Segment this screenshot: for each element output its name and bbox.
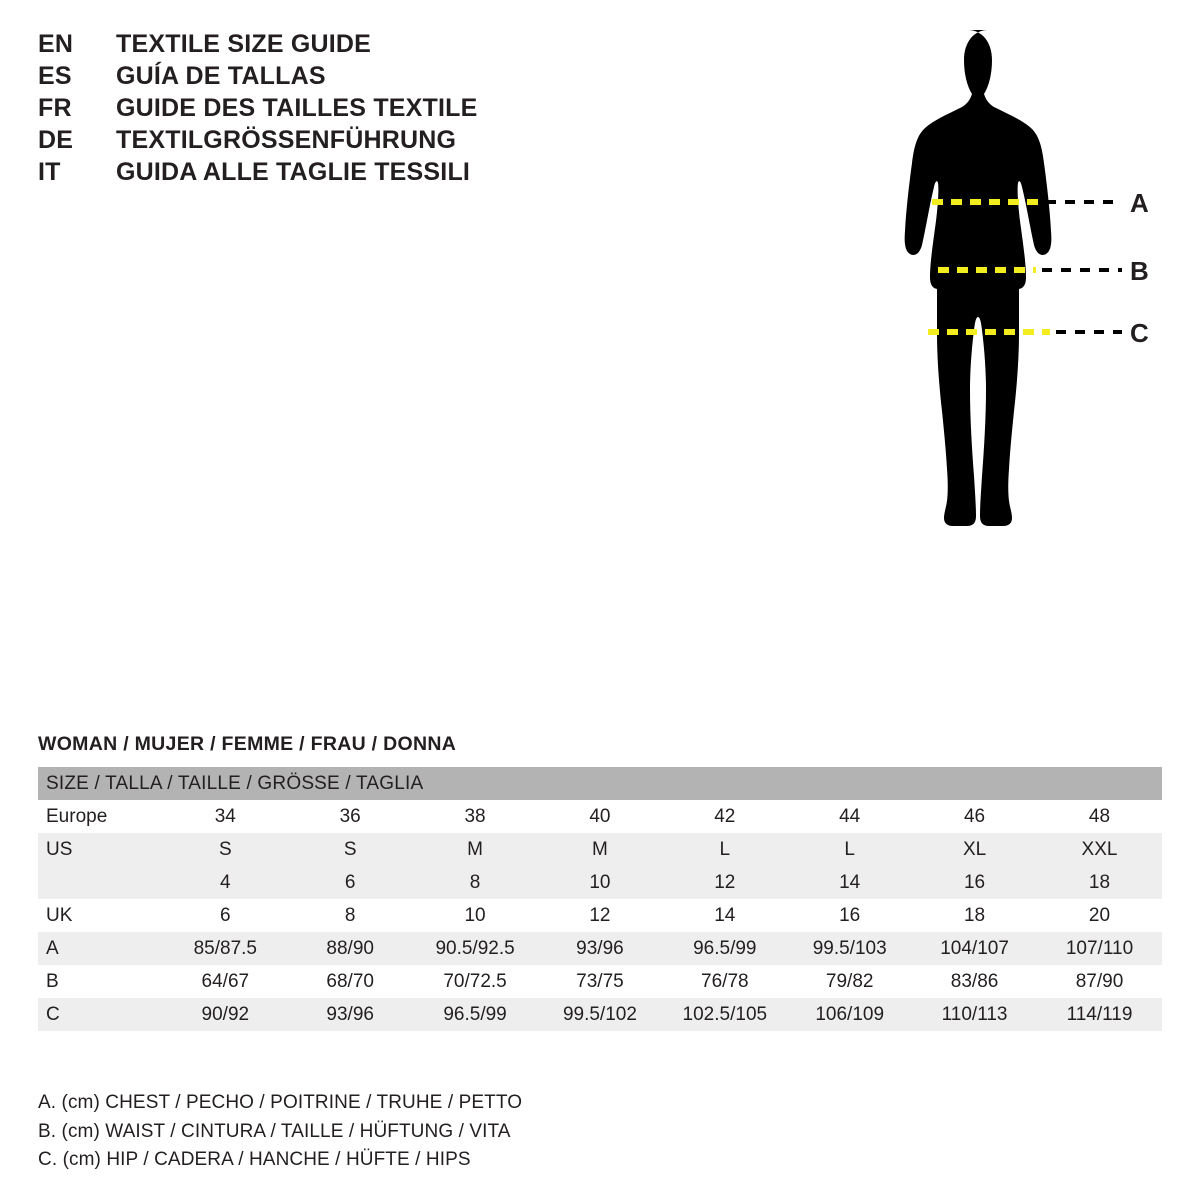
table-cell: 107/110 — [1037, 932, 1162, 965]
language-code: ES — [38, 62, 72, 90]
table-cell: 44 — [787, 800, 912, 833]
table-cell: 90/92 — [163, 998, 288, 1031]
table-cell: 90.5/92.5 — [413, 932, 538, 965]
language-code: IT — [38, 158, 61, 186]
table-cell: 38 — [413, 800, 538, 833]
table-cell: 16 — [787, 899, 912, 932]
size-table — [38, 767, 1162, 1031]
table-cell: 20 — [1037, 899, 1162, 932]
table-cell: 36 — [288, 800, 413, 833]
legend-row-c: C. (cm) HIP / CADERA / HANCHE / HÜFTE / HIPS — [38, 1149, 471, 1170]
table-cell: 73/75 — [538, 965, 663, 998]
table-cell: 46 — [912, 800, 1037, 833]
table-cell: S — [163, 833, 288, 866]
table-cell: M — [413, 833, 538, 866]
table-cell: 42 — [662, 800, 787, 833]
table-row — [38, 998, 1162, 1031]
body-figure-area — [860, 12, 1190, 742]
language-title: GUIDA ALLE TAGLIE TESSILI — [116, 158, 471, 186]
language-row — [38, 30, 558, 62]
legend-row-b: B. (cm) WAIST / CINTURA / TAILLE / HÜFTUNG / VITA — [38, 1120, 511, 1142]
language-title: GUÍA DE TALLAS — [116, 62, 326, 90]
table-cell: 114/119 — [1037, 998, 1162, 1031]
language-header-block — [38, 30, 558, 190]
table-cell: 110/113 — [912, 998, 1037, 1031]
table-cell: 8 — [288, 899, 413, 932]
table-cell: 18 — [912, 899, 1037, 932]
row-label: UK — [38, 899, 163, 932]
language-title: TEXTILE SIZE GUIDE — [116, 30, 372, 58]
table-cell: 16 — [912, 866, 1037, 899]
table-cell: 48 — [1037, 800, 1162, 833]
table-row — [38, 866, 1162, 899]
table-cell: 12 — [538, 899, 663, 932]
table-cell: 14 — [787, 866, 912, 899]
table-cell: 40 — [538, 800, 663, 833]
table-header-label: SIZE / TALLA / TAILLE / GRÖSSE / TAGLIA — [38, 767, 1162, 800]
language-title: GUIDE DES TAILLES TEXTILE — [116, 94, 478, 122]
row-label: B — [38, 965, 163, 998]
table-cell: 18 — [1037, 866, 1162, 899]
table-cell: 8 — [413, 866, 538, 899]
table-cell: 83/86 — [912, 965, 1037, 998]
language-title: TEXTILGRÖSSENFÜHRUNG — [116, 126, 457, 154]
table-cell: 10 — [538, 866, 663, 899]
table-cell: XL — [912, 833, 1037, 866]
row-label — [38, 866, 163, 899]
size-table-section — [38, 733, 1162, 1031]
table-cell: 93/96 — [538, 932, 663, 965]
female-body-silhouette-icon — [860, 12, 1190, 742]
language-row — [38, 158, 558, 190]
table-cell: 12 — [662, 866, 787, 899]
table-cell: 88/90 — [288, 932, 413, 965]
table-cell: L — [787, 833, 912, 866]
table-cell: 87/90 — [1037, 965, 1162, 998]
table-cell: 14 — [662, 899, 787, 932]
row-label: Europe — [38, 800, 163, 833]
measurement-legend — [38, 1089, 522, 1175]
table-cell: M — [538, 833, 663, 866]
table-cell: 68/70 — [288, 965, 413, 998]
table-cell: 10 — [413, 899, 538, 932]
table-cell: 102.5/105 — [662, 998, 787, 1031]
measure-label-a: A — [1130, 188, 1149, 218]
table-row — [38, 833, 1162, 866]
table-header-row — [38, 767, 1162, 800]
table-cell: 85/87.5 — [163, 932, 288, 965]
language-code: DE — [38, 126, 74, 154]
table-row — [38, 932, 1162, 965]
table-cell: 106/109 — [787, 998, 912, 1031]
measure-label-c: C — [1130, 318, 1149, 348]
language-row — [38, 94, 558, 126]
table-cell: 76/78 — [662, 965, 787, 998]
table-cell: 99.5/102 — [538, 998, 663, 1031]
table-group-label: WOMAN / MUJER / FEMME / FRAU / DONNA — [38, 733, 457, 755]
language-code: FR — [38, 94, 72, 122]
table-cell: 79/82 — [787, 965, 912, 998]
table-cell: 34 — [163, 800, 288, 833]
table-row — [38, 965, 1162, 998]
table-cell: 99.5/103 — [787, 932, 912, 965]
table-row — [38, 899, 1162, 932]
table-cell: 6 — [163, 899, 288, 932]
table-row — [38, 800, 1162, 833]
table-cell: 6 — [288, 866, 413, 899]
table-cell: 96.5/99 — [413, 998, 538, 1031]
table-cell: 93/96 — [288, 998, 413, 1031]
row-label: C — [38, 998, 163, 1031]
table-cell: L — [662, 833, 787, 866]
table-cell: 64/67 — [163, 965, 288, 998]
table-cell: 96.5/99 — [662, 932, 787, 965]
language-row — [38, 62, 558, 94]
table-cell: 104/107 — [912, 932, 1037, 965]
table-cell: S — [288, 833, 413, 866]
language-row — [38, 126, 558, 158]
measure-label-b: B — [1130, 256, 1149, 286]
legend-row-a: A. (cm) CHEST / PECHO / POITRINE / TRUHE / PETTO — [38, 1092, 523, 1113]
row-label: US — [38, 833, 163, 866]
table-cell: XXL — [1037, 833, 1162, 866]
table-cell: 70/72.5 — [413, 965, 538, 998]
row-label: A — [38, 932, 163, 965]
language-code: EN — [38, 30, 74, 58]
table-cell: 4 — [163, 866, 288, 899]
